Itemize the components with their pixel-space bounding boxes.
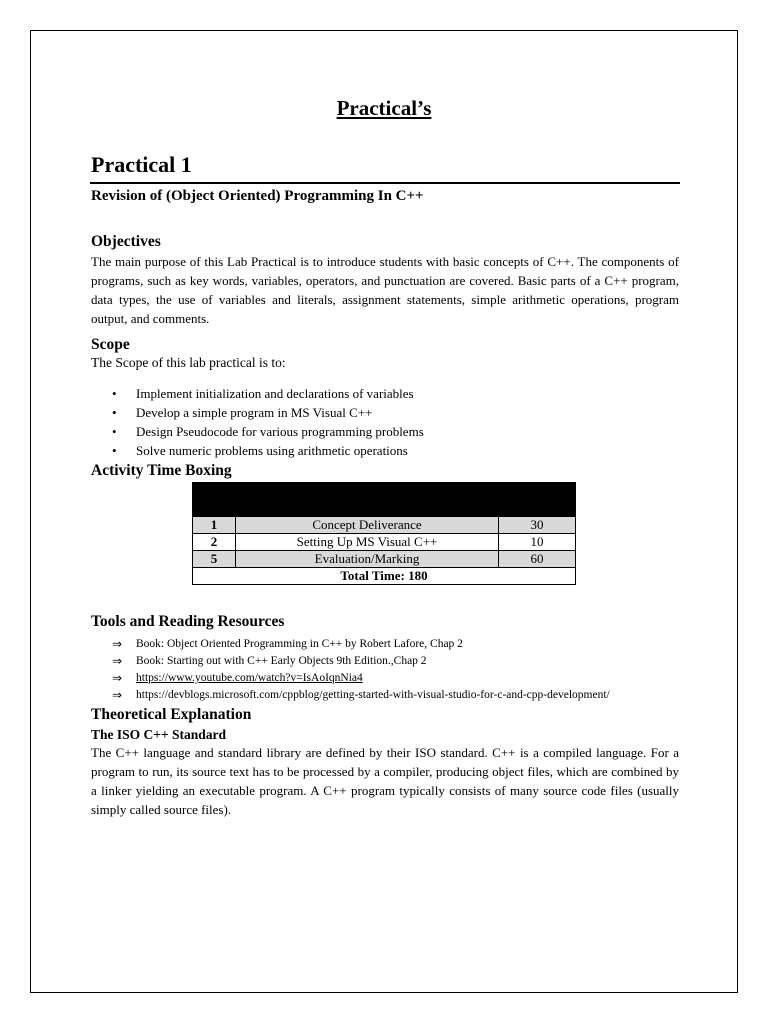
list-item: [112, 653, 610, 670]
row-activity: Concept Deliverance: [236, 517, 499, 534]
arrow-icon: ⇒: [112, 654, 123, 668]
objectives-heading: Objectives: [91, 233, 161, 250]
row-time: 60: [499, 551, 576, 568]
timeboxing-heading: Activity Time Boxing: [91, 462, 232, 479]
objectives-text: The main purpose of this Lab Practical is to introduce students with basic concepts of C++. The components of programs, such as key words, variables, operators, and punctuation are covered. Basic parts of a C++ program, data types, the use of variables and literals, assignment statements, simple arithmetic operations, program output, and comments.: [91, 254, 679, 326]
table-row: [193, 517, 576, 534]
arrow-icon: ⇒: [112, 637, 123, 651]
row-number: 1: [193, 517, 236, 534]
theory-heading: Theoretical Explanation: [91, 706, 252, 723]
row-number: 2: [193, 534, 236, 551]
row-number: 5: [193, 551, 236, 568]
heading-rule: [90, 182, 680, 184]
row-time: 10: [499, 534, 576, 551]
list-item: [112, 636, 610, 653]
list-item: [112, 687, 610, 704]
table-header-row: [193, 483, 576, 517]
table-row: [193, 534, 576, 551]
scope-heading: Scope: [91, 336, 130, 353]
arrow-icon: ⇒: [112, 688, 123, 702]
timeboxing-table: [192, 482, 576, 585]
list-item: [112, 670, 610, 687]
document-title: Practical’s: [336, 96, 432, 120]
theory-text: The C++ language and standard library are defined by their ISO standard. C++ is a compiled language. For a program to run, its source text has to be processed by a compiler, producing object files, which are combined by a linker yielding an executable program. A C++ program typically consists of many source code files (usually simply called source files).: [91, 745, 679, 817]
list-item: • Implement initialization and declarations of variables: [112, 384, 424, 403]
tools-heading: Tools and Reading Resources: [91, 613, 285, 630]
practical-subtitle: Revision of (Object Oriented) Programming In C++: [91, 188, 424, 204]
resource-text: https://devblogs.microsoft.com/cppblog/getting-started-with-visual-studio-for-c-and-cpp-development/: [136, 689, 610, 701]
scope-intro: The Scope of this lab practical is to:: [91, 355, 286, 370]
list-item: • Design Pseudocode for various programming problems: [112, 422, 424, 441]
table-total-row: [193, 568, 576, 585]
table-row: [193, 551, 576, 568]
practical-heading: Practical 1: [91, 152, 192, 177]
row-time: 30: [499, 517, 576, 534]
scope-list: [112, 384, 424, 460]
resource-text: Book: Object Oriented Programming in C++ by Robert Lafore, Chap 2: [136, 638, 463, 650]
resource-text: Book: Starting out with C++ Early Objects 9th Edition.,Chap 2: [136, 655, 427, 667]
total-time: Total Time: 180: [193, 568, 576, 585]
row-activity: Setting Up MS Visual C++: [236, 534, 499, 551]
row-activity: Evaluation/Marking: [236, 551, 499, 568]
list-item: • Develop a simple program in MS Visual C++: [112, 403, 424, 422]
resource-link[interactable]: https://www.youtube.com/watch?v=IsAoIqnNia4: [136, 672, 363, 684]
resources-list: [112, 636, 610, 704]
list-item: • Solve numeric problems using arithmetic operations: [112, 441, 424, 460]
arrow-icon: ⇒: [112, 671, 123, 685]
theory-subheading: The ISO C++ Standard: [91, 727, 227, 742]
